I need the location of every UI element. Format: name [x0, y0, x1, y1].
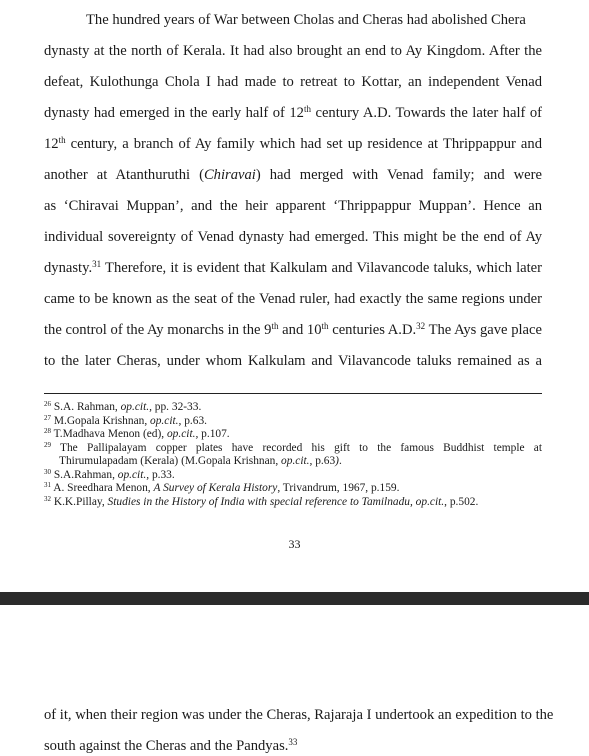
footnote-29-continuation: Thirumulapadam (Kerala) (M.Gopala Krishnan, op.cit., p.63). [59, 455, 342, 467]
footnote-separator [44, 393, 542, 394]
page2-line-1: of it, when their region was under the Cheras, Rajaraja I undertook an expedition to the [44, 707, 554, 723]
paragraph-line-10: came to be known as the seat of the Venad ruler, had exactly the same regions under [44, 291, 542, 307]
paragraph-line-7: as ‘Chiravai Muppan’, and the heir apparent ‘Thrippappur Muppan’. Hence an [44, 198, 542, 214]
paragraph-line-12: to the later Cheras, under whom Kalkulam and Vilavancode taluks remained as a [44, 353, 542, 369]
document-page-34 [0, 605, 589, 754]
page2-line-2: south against the Cheras and the Pandyas.$^{33}$ [44, 737, 298, 754]
page-divider [0, 592, 589, 605]
footnote-30: $^{30}$ S.A.Rahman, op.cit., p.33. [44, 468, 175, 481]
footnote-26: $^{26}$ S.A. Rahman, op.cit., pp. 32-33. [44, 400, 202, 413]
footnote-29: $^{29}$ The Pallipalayam copper plates have recorded his gift to the famous Buddhist temple at [44, 442, 542, 454]
page-number: 33 [288, 537, 301, 551]
paragraph-line-6: another at Atanthuruthi (Chiravai) had merged with Venad family; and were [44, 167, 542, 183]
footnote-27: $^{27}$ M.Gopala Krishnan, op.cit., p.63. [44, 414, 207, 427]
paragraph-line-4: dynasty had emerged in the early half of 12th century A.D. Towards the later half of [44, 104, 542, 121]
paragraph-line-8: individual sovereignty of Venad dynasty had emerged. This might be the end of Ay [44, 229, 542, 245]
paragraph-line-9: dynasty.$^{31}$ Therefore, it is evident that Kalkulam and Vilavancode taluks, which later [44, 259, 542, 276]
paragraph-line-1: The hundred years of War between Cholas and Cheras had abolished Chera [86, 12, 526, 28]
paragraph-line-3: defeat, Kulothunga Chola I had made to retreat to Kottar, an independent Venad [44, 74, 542, 90]
paragraph-line-2: dynasty at the north of Kerala. It had also brought an end to Ay Kingdom. After the [44, 43, 542, 59]
paragraph-line-5: 12th century, a branch of Ay family which had set up residence at Thrippappur and [44, 135, 542, 152]
footnote-28: $^{28}$ T.Madhava Menon (ed), op.cit., p.107. [44, 427, 230, 440]
footnote-31: $^{31}$ A. Sreedhara Menon, A Survey of Kerala History, Trivandrum, 1967, p.159. [44, 481, 400, 494]
paragraph-line-11: the control of the Ay monarchs in the 9th and 10th centuries A.D.$^{32}$ The Ays gave place [44, 321, 542, 338]
footnote-32: $^{32}$ K.K.Pillay, Studies in the History of India with special reference to Tamilnadu, op.cit., p.502. [44, 495, 479, 508]
